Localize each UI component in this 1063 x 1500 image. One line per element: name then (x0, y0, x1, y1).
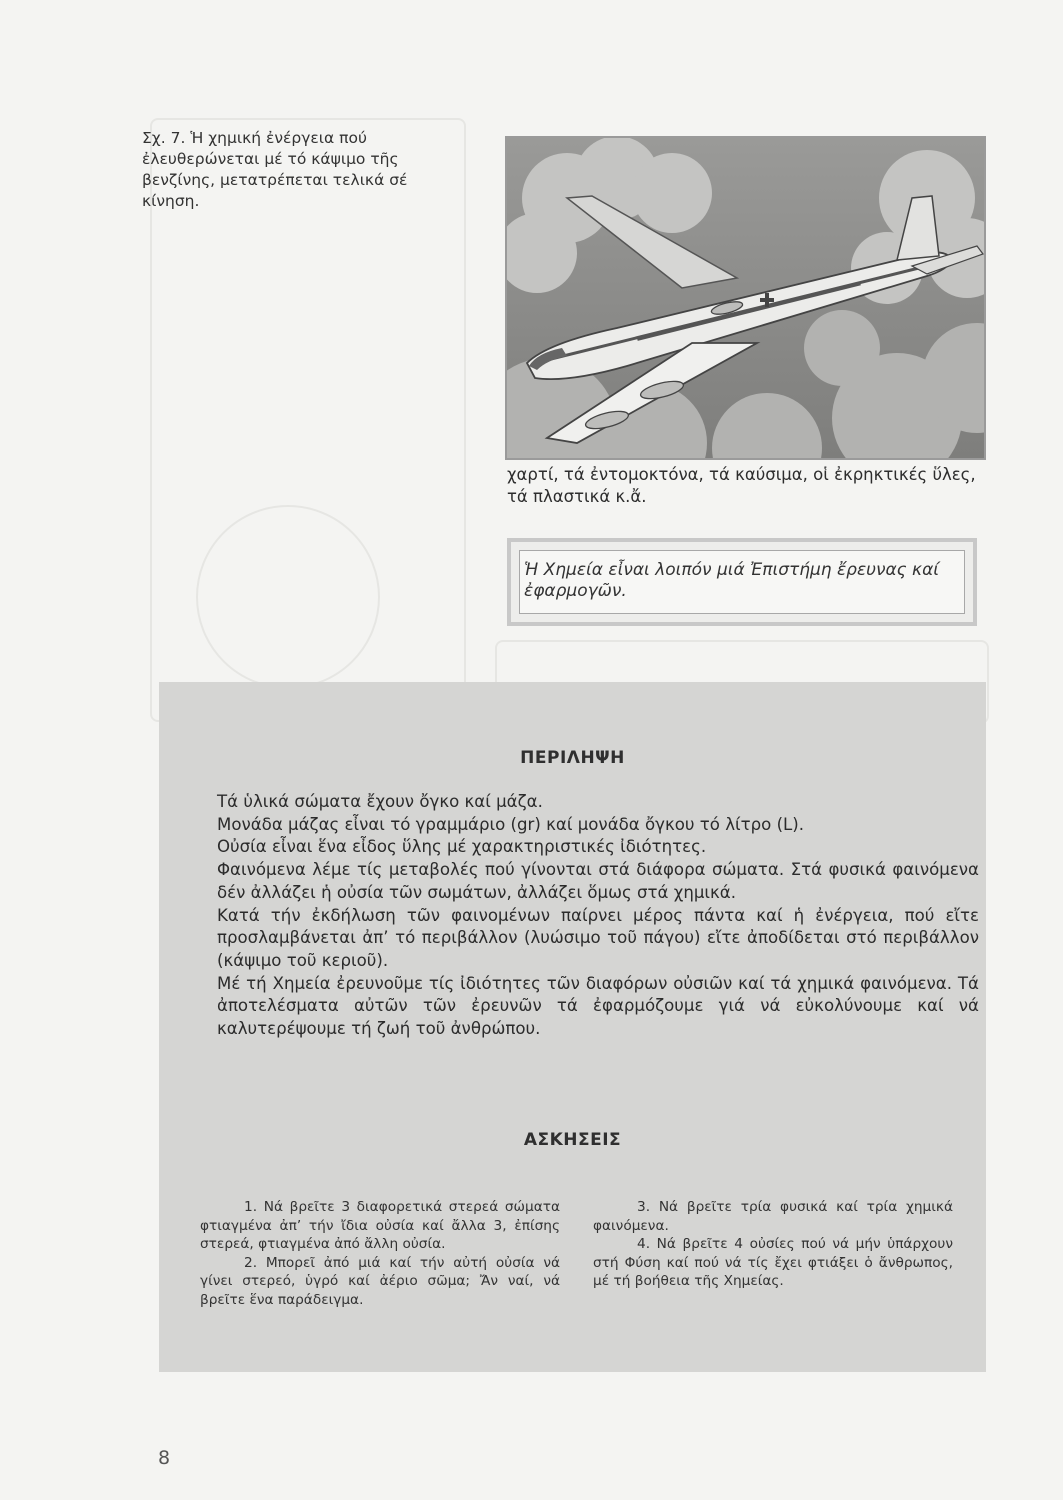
summary-text (217, 791, 979, 1041)
bleed-through-circle (196, 505, 380, 689)
motto-text: Ἡ Χημεία εἶναι λοιπόν μιά Ἐπιστήμη ἔρευνας καί ἐφαρμογῶν. (524, 560, 940, 601)
exercises-right-column (593, 1198, 953, 1291)
summary-panel (159, 682, 986, 1372)
figure-caption: Σχ. 7. Ἡ χημική ἐνέργεια πού ἐλευθερώνεται μέ τό κάψιμο τῆς βενζίνης, μετατρέπεται τελικά σέ κίνηση. (142, 129, 408, 210)
exercises-left-column (200, 1198, 560, 1310)
motto-box-inner (519, 550, 965, 614)
exercise-item: 1. Νά βρεῖτε 3 διαφορετικά στερεά σώματα φτιαγμένα ἀπ’ τήν ἴδια οὐσία καί ἄλλα 3, ἐπίσης στερεά, φτιαγμένα ἀπό ἄλλη οὐσία. (200, 1199, 560, 1253)
airplane-photo (505, 136, 986, 460)
summary-title: ΠΕΡΙΛΗΨΗ (520, 748, 625, 768)
exercise-item: 2. Μπορεῖ ἀπό μιά καί τήν αὐτή οὐσία νά γίνει στερεό, ὑγρό καί ἀέριο σῶμα; Ἄν ναί, νά βρεῖτε ἕνα παράδειγμα. (200, 1254, 560, 1308)
exercises-title: ΑΣΚΗΣΕΙΣ (523, 1130, 622, 1150)
continuation-text: χαρτί, τά ἐντομοκτόνα, τά καύσιμα, οἱ ἐκρηκτικές ὕλες, τά πλαστικά κ.ἄ. (507, 465, 976, 506)
summary-paragraph: Κατά τήν ἐκδήλωση τῶν φαινομένων παίρνει μέρος πάντα καί ἡ ἐνέργεια, πού εἴτε προσλαμβάνεται ἀπ’ τό περιβάλλον (λυώσιμο τοῦ πάγου) εἴτε ἀποδίδεται στό περιβάλλον (κάψιμο τοῦ κεριοῦ). (217, 905, 979, 970)
exercise-item: 4. Νά βρεῖτε 4 οὐσίες πού νά μήν ὑπάρχουν στή Φύση καί πού νά τίς ἔχει φτιάξει ὁ ἄνθρωπος, μέ τή βοήθεια τῆς Χημείας. (593, 1236, 953, 1290)
page-number: 8 (158, 1447, 171, 1469)
summary-paragraph: Φαινόμενα λέμε τίς μεταβολές πού γίνονται στά διάφορα σώματα. Στά φυσικά φαινόμενα δέν ἀλλάζει ἡ οὐσία τῶν σωμάτων, ἀλλάζει ὅμως στά χημικά. (217, 860, 979, 902)
airplane-illustration (507, 138, 984, 458)
summary-paragraph: Τά ὑλικά σώματα ἔχουν ὄγκο καί μάζα. (217, 792, 543, 811)
motto-box (507, 538, 977, 626)
summary-paragraph: Οὐσία εἶναι ἕνα εἶδος ὕλης μέ χαρακτηριστικές ἰδιότητες. (217, 837, 707, 857)
summary-paragraph: Μονάδα μάζας εἶναι τό γραμμάριο (gr) καί μονάδα ὄγκου τό λίτρο (L). (217, 814, 805, 834)
exercise-item: 3. Νά βρεῖτε τρία φυσικά καί τρία χημικά φαινόμενα. (593, 1199, 953, 1234)
summary-paragraph: Μέ τή Χημεία ἐρευνοῦμε τίς ἰδιότητες τῶν διαφόρων οὐσιῶν καί τά χημικά φαινόμενα. Τά ἀποτελέσματα αὐτῶν τῶν ἐρευνῶν τά ἐφαρμόζουμε γιά νά εὐκολύνουμε καί νά καλυτερέψουμε τή ζωή τοῦ ἀνθρώπου. (217, 973, 979, 1039)
